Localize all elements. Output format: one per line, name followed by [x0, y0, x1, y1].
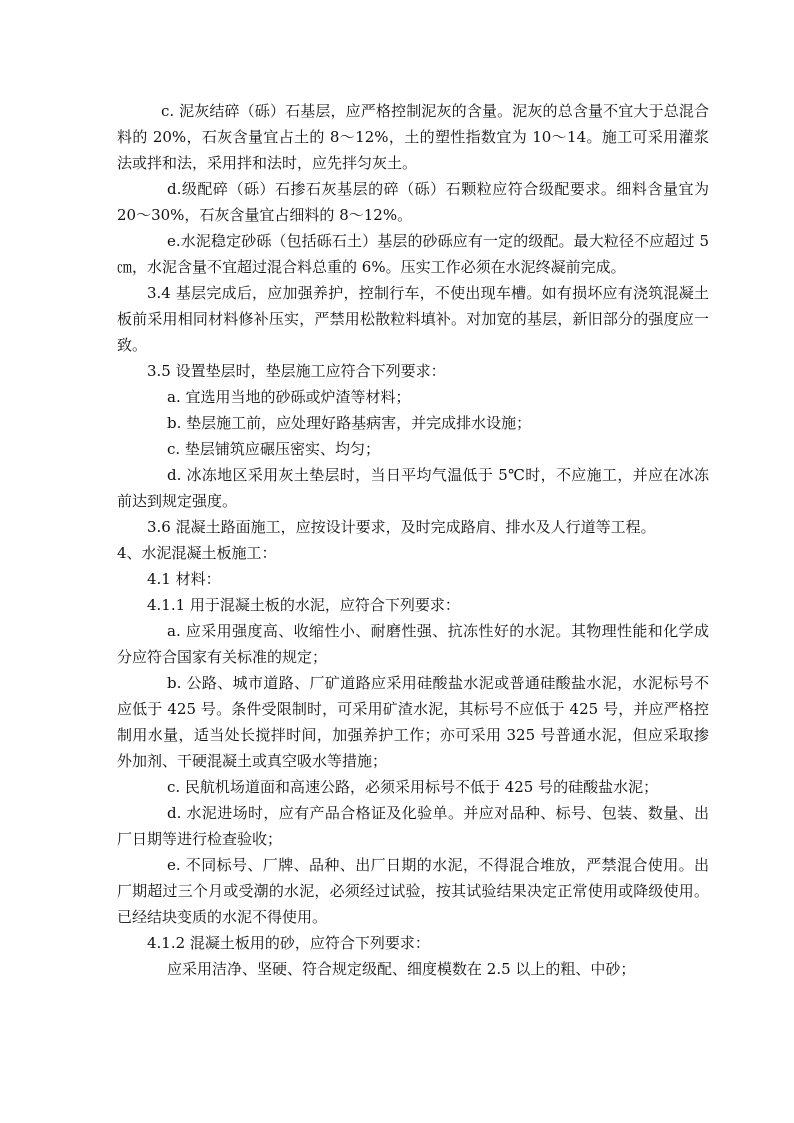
list-item-4-1-1-a: a. 应采用强度高、收缩性小、耐磨性强、抗冻性好的水泥。其物理性能和化学成分应符合国家有关标准的规定； [117, 622, 709, 666]
subheading-4-1-1: 4.1.1 用于混凝土板的水泥，应符合下列要求： [147, 596, 460, 614]
list-item-3-5-b: b. 垫层施工前，应处理好路基病害，并完成排水设施； [167, 414, 532, 432]
list-item-4-1-1-d: d. 水泥进场时，应有产品合格证及化验单。并应对品种、标号、包装、数量、出厂日期等进行检查验收； [117, 804, 709, 848]
section-heading-4: 4、水泥混凝土板施工： [117, 544, 277, 562]
paragraph-3-4: 3.4 基层完成后，应加强养护，控制行车，不使出现车槽。如有损坏应有浇筑混凝土板前采用相同材料修补压实，严禁用松散粒料填补。对加宽的基层，新旧部分的强度应一致。 [117, 284, 709, 354]
paragraph-d-graded-gravel: d.级配碎（砾）石掺石灰基层的碎（砾）石颗粒应符合级配要求。细料含量宜为 20～30%，石灰含量宜占细料的 8～12%。 [117, 180, 709, 224]
list-item-4-1-1-c: c. 民航机场道面和高速公路，必须采用标号不低于 425 号的硅酸盐水泥； [167, 778, 659, 796]
list-item-3-5-c: c. 垫层铺筑应碾压密实、均匀； [167, 440, 380, 458]
list-item-4-1-1-e: e. 不同标号、厂牌、品种、出厂日期的水泥，不得混合堆放，严禁混合使用。出厂期超过三个月或受潮的水泥，必须经过试验，按其试验结果决定正常使用或降级使用。已经结块变质的水泥不得使用。 [117, 856, 709, 926]
subheading-4-1-2: 4.1.2 混凝土板用的砂，应符合下列要求： [147, 934, 430, 952]
paragraph-c-lime-gravel: c. 泥灰结碎（砾）石基层，应严格控制泥灰的含量。泥灰的总含量不宜大于总混合料的 20%，石灰含量宜占土的 8～12%，土的塑性指数宜为 10～14。施工可采用灌浆法或拌和法，采用拌和法时，应先拌匀灰土。 [117, 102, 709, 172]
list-item-3-5-a: a. 宜选用当地的砂砾或炉渣等材料； [167, 388, 411, 406]
list-item-3-5-d: d. 冰冻地区采用灰土垫层时，当日平均气温低于 5℃时，不应施工，并应在冰冻前达到规定强度。 [117, 466, 709, 510]
paragraph-3-6: 3.6 混凝土路面施工，应按设计要求，及时完成路肩、排水及人行道等工程。 [147, 518, 656, 536]
paragraph-sand-requirement: 应采用洁净、坚硬、符合规定级配、细度模数在 2.5 以上的粗、中砂； [167, 960, 636, 978]
subheading-4-1: 4.1 材料： [147, 570, 221, 588]
paragraph-3-5: 3.5 设置垫层时，垫层施工应符合下列要求： [147, 362, 446, 380]
paragraph-e-cement-gravel: e.水泥稳定砂砾（包括砾石土）基层的砂砾应有一定的级配。最大粒径不应超过 5㎝，水泥含量不宜超过混合料总重的 6%。压实工作必须在水泥终凝前完成。 [117, 232, 709, 276]
list-item-4-1-1-b: b. 公路、城市道路、厂矿道路应采用硅酸盐水泥或普通硅酸盐水泥，水泥标号不应低于 425 号。条件受限制时，可采用矿渣水泥，其标号不应低于 425 号，并应严格控制用水量，适当处长搅拌时间，加强养护工作；亦可采用 325 号普通水泥，但应采取掺外加剂、干硬混凝土或真空吸水等措施； [117, 674, 709, 770]
